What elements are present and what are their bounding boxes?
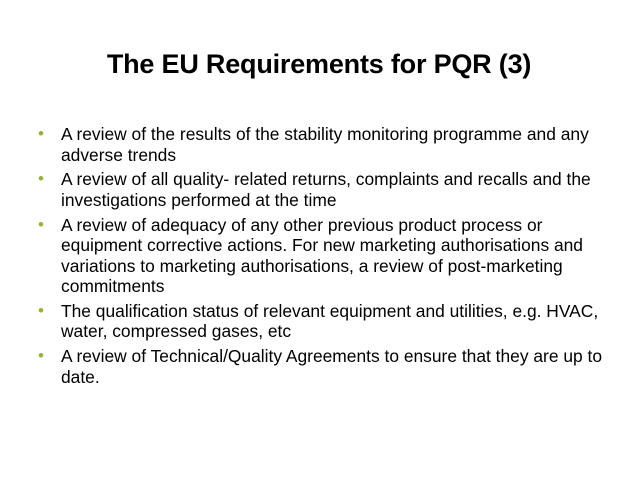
bullet-point-icon: • (38, 214, 44, 234)
bullet-text: A review of adequacy of any other previous product process or equipment corrective actions. For new marketing authorisations and variations to marketing authorisations, a review of post-marketing commitments (61, 214, 583, 297)
bullet-list (38, 124, 613, 391)
slide-title: The EU Requirements for PQR (3) (106, 49, 532, 79)
bullet-item (38, 346, 613, 387)
bullet-text: A review of Technical/Quality Agreements to ensure that they are up to date. (61, 346, 603, 387)
bullet-item (38, 169, 613, 210)
bullet-item (38, 215, 613, 297)
bullet-point-icon: • (38, 169, 44, 189)
bullet-text: The qualification status of relevant equipment and utilities, e.g. HVAC, water, compressed gases, etc (61, 300, 599, 342)
bullet-point-icon: • (38, 346, 44, 366)
bullet-text: A review of the results of the stability monitoring programme and any adverse trends (61, 124, 589, 165)
bullet-point-icon: • (38, 300, 44, 320)
bullet-item (38, 124, 613, 165)
bullet-item (38, 301, 613, 342)
bullet-text: A review of all quality- related returns, complaints and recalls and the investigations performed at the time (61, 169, 591, 210)
bullet-point-icon: • (38, 124, 44, 143)
